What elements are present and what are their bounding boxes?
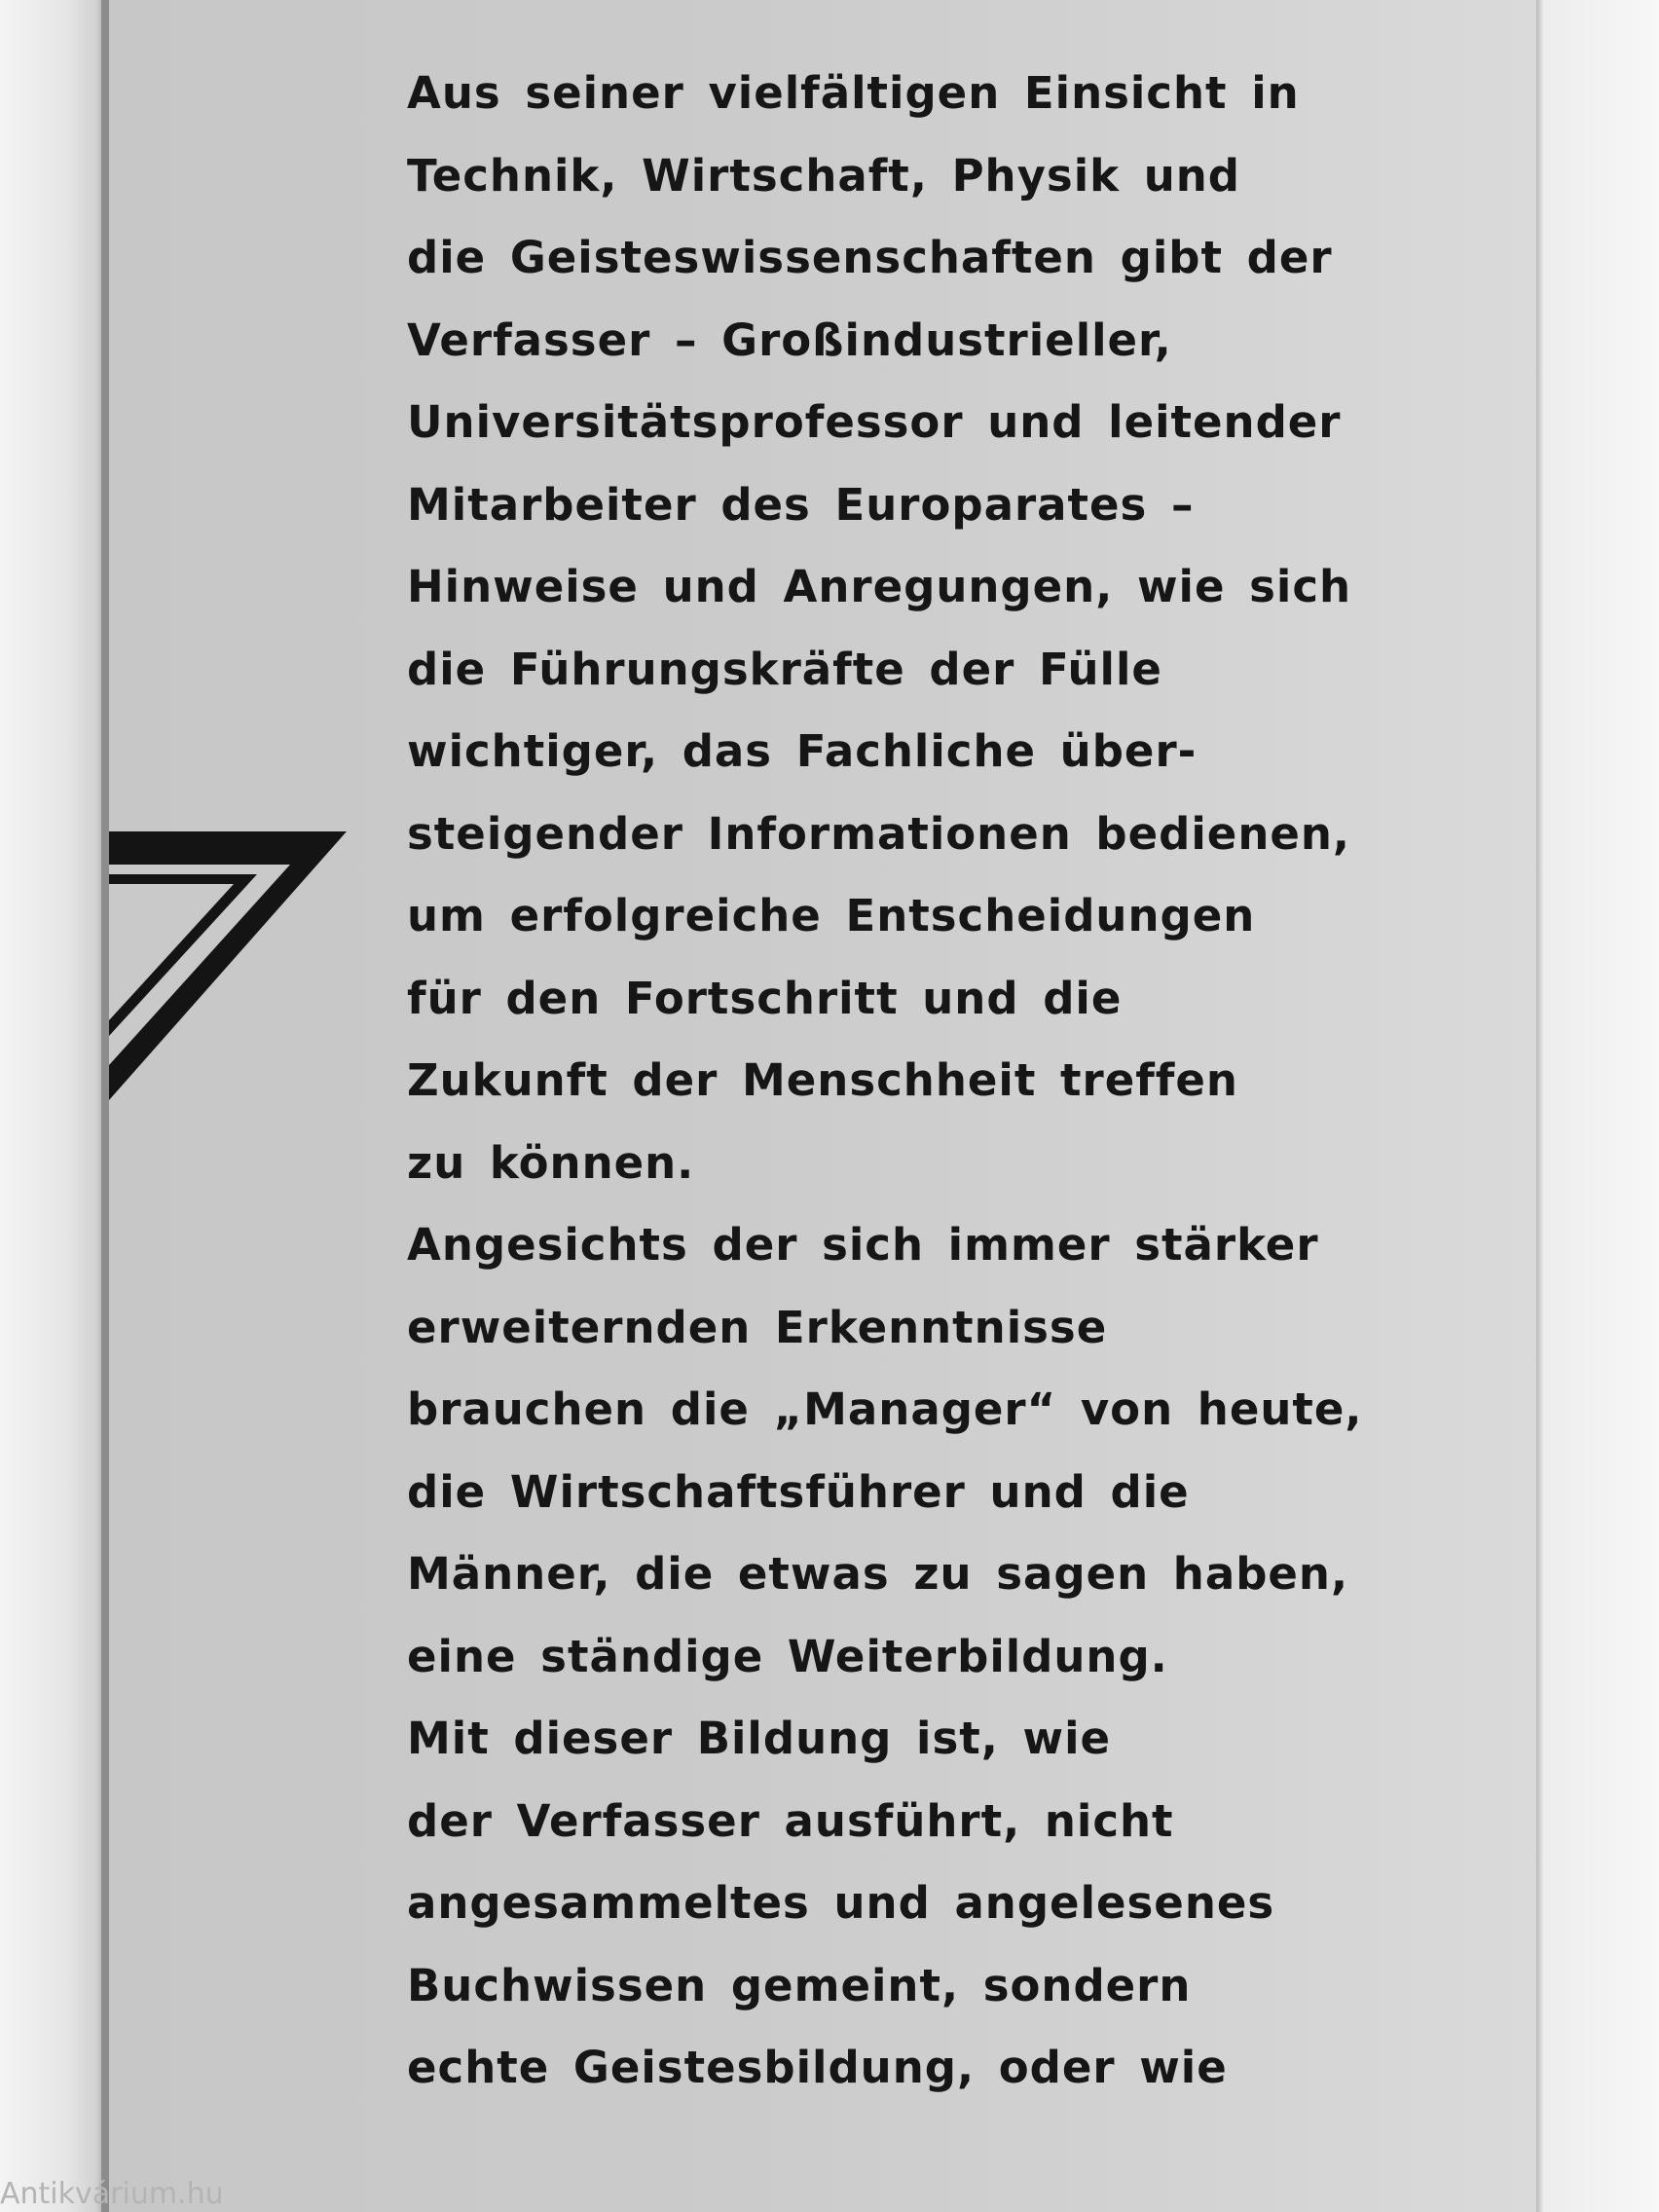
text-line: Mitarbeiter des Europarates – [407,478,1195,531]
text-line: brauchen die „Manager“ von heute, [407,1383,1363,1435]
triangle-emblem-icon [109,828,350,1106]
text-line: Zukunft der Menschheit treffen [407,1054,1238,1106]
page-gutter [101,0,109,2212]
text-line: der Verfasser ausführt, nicht [407,1794,1174,1847]
text-line: eine ständige Weiterbildung. [407,1630,1168,1682]
text-line: wichtiger, das Fachliche über- [407,725,1198,777]
text-line: Verfasser – Großindustrieller, [407,313,1172,366]
text-line: angesammeltes und angelesenes [407,1877,1275,1929]
text-line: Universitätsprofessor und leitender [407,396,1342,448]
text-line: Angesichts der sich immer stärker [407,1219,1319,1271]
text-line: Aus seiner vielfältigen Einsicht in [407,67,1300,119]
text-line: steigender Informationen bedienen, [407,807,1351,860]
text-line: Technik, Wirtschaft, Physik und [407,149,1241,202]
jacket-flap-text [407,53,1363,2110]
text-line: erweiternden Erkenntnisse [407,1301,1108,1353]
text-line: die Führungskräfte der Fülle [407,643,1162,695]
text-line: Hinweise und Anregungen, wie sich [407,561,1352,612]
adjacent-page-edge [0,0,109,2212]
text-line: um erfolgreiche Entscheidungen [407,890,1256,941]
page-margin-right [1536,0,1659,2212]
text-line: für den Fortschritt und die [407,972,1123,1024]
text-line: echte Geistesbildung, oder wie [407,2042,1228,2093]
text-line: Männer, die etwas zu sagen haben, [407,1548,1349,1600]
text-line: die Wirtschaftsführer und die [407,1465,1190,1518]
text-line: Mit dieser Bildung ist, wie [407,1713,1112,1764]
text-line: die Geisteswissenschaften gibt der [407,232,1333,283]
text-line: Buchwissen gemeint, sondern [407,1959,1192,2011]
watermark: Antikvárium.hu [0,2177,224,2211]
text-line: zu können. [407,1136,695,1189]
